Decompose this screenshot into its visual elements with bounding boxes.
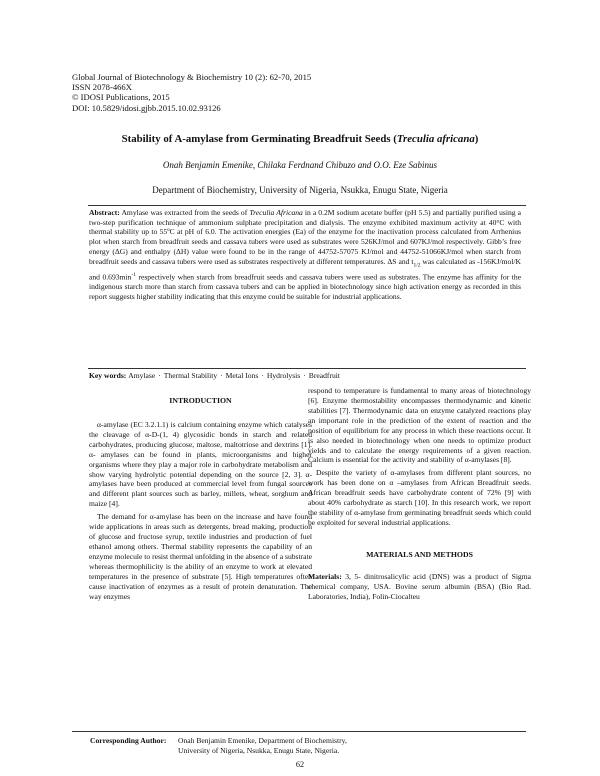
- issn: ISSN 2078-466X: [72, 82, 132, 93]
- keyword: Hydrolysis: [266, 371, 301, 380]
- footnote-label: Corresponding Author:: [90, 736, 167, 745]
- keywords-label: Key words:: [89, 371, 127, 380]
- abstract-label: Abstract:: [89, 208, 120, 217]
- abstract-top-rule: [88, 205, 526, 206]
- right-column: [308, 386, 531, 602]
- abstract-text-3: was calculated as -156KJ/mol/K and 0.693min: [89, 256, 521, 282]
- abstract-bottom-rule: [88, 368, 526, 369]
- keyword-separator: ·: [261, 371, 264, 380]
- footnote-text: [178, 736, 518, 756]
- materials-paragraph: [308, 572, 531, 602]
- left-column: [89, 386, 312, 602]
- journal-citation: Global Journal of Biotechnology & Biochemistry 10 (2): 62-70, 2015: [72, 72, 312, 82]
- page-number: 62: [295, 760, 305, 769]
- materials-label: Materials:: [308, 571, 342, 581]
- journal-header: [72, 72, 532, 113]
- abstract: [89, 208, 521, 302]
- footnote-rule: [72, 731, 526, 732]
- intro-paragraph-3: respond to temperature is fundamental to many areas of biotechnology [6]. Enzyme thermostability encompasses thermodynamic and kinetic stabilities [7]. Thermodynamic data on enzyme catalyzed reactions play an important role in the prediction of the extent of reaction and the position of equilibrium for any process in which these reactions occur. It is also needed in biotechnology when one needs to optimize product yields and to calculate the energy requirements of a given reaction. Calcium is essential for the activity and stability of α-amylases [8].: [308, 386, 531, 465]
- keyword: Amylase: [128, 371, 156, 380]
- keyword-separator: ·: [158, 371, 161, 380]
- keyword: Metal Ions: [225, 371, 259, 380]
- keywords: [89, 371, 521, 381]
- doi: DOI: 10.5829/idosi.gjbb.2015.10.02.93126: [72, 102, 221, 113]
- abstract-subscript: 1/2: [413, 262, 421, 269]
- title-close: ): [474, 133, 479, 145]
- keyword: Thermal Stability: [163, 371, 218, 380]
- copyright-notice: © IDOSI Publications, 2015: [72, 92, 170, 103]
- affiliation: Department of Biochemistry, University of Nigeria, Nsukka, Enugu State, Nigeria: [152, 185, 448, 195]
- footnote-line: University of Nigeria, Nsukka, Enugu State, Nigeria.: [178, 746, 340, 755]
- paper-title: [40, 133, 560, 146]
- methods-heading: MATERIALS AND METHODS: [366, 549, 473, 559]
- keyword: Breadfruit: [308, 371, 340, 380]
- title-main: Stability of A-amylase from Germinating Breadfruit Seeds (: [121, 133, 397, 145]
- title-species: Treculia africana: [396, 133, 475, 145]
- abstract-text-4: respectively when starch from breadfruit seeds and cassava tubers were used as substrates. The enzyme has affinity for the indigenous starch more than starch from cassava tubers and can be applied in biotechnology since high activation energy as recorded in this report suggests higher stability indicating that this enzyme could be suitable for industrial applications.: [89, 272, 521, 301]
- introduction-heading: INTRODUCTION: [169, 396, 232, 405]
- intro-paragraph-1: α-amylase (EC 3.2.1.1) is calcium containing enzyme which catalyses the cleavage of α-D-(1, 4) glycosidic bonds in starch and related carbohydrates, producing glucose, maltose, maltotriose and dextrins [1]. α- amylases can be found in plants, microorganisms and higher organisms where they play a major role in carbohydrate metabolism and show varying hydrolytic potential depending on the source [2, 3]. α-amylases have been produced at commercial level from fungal sources and different plant sources such as barley, millets, wheat, sorghum and maize [4].: [89, 419, 312, 509]
- keyword-separator: ·: [220, 371, 223, 380]
- abstract-text-1: Amylase was extracted from the seeds of: [119, 208, 250, 217]
- intro-paragraph-2: The demand for α-amylase has been on the increase and have found wide applications in areas such as detergents, bread making, production of glucose and fructose syrup, textile industries and production of fuel ethanol among others. Thermal stability represents the capability of an enzyme molecule to resist thermal unfolding in the absence of a substrate whereas thermophilicity is the ability of an enzyme to work at elevated temperatures in the presence of substrate [5]. High temperatures often cause inactivation of enzymes as a result of protein denaturation. The way enzymes: [89, 512, 312, 601]
- materials-text: 3, 5- dinitrosalicylic acid (DNS) was a product of Sigma chemical company, USA. Bovine serum albumin (BSA) (Bio Rad. Laboratories, India), Folin-Ciocalteu: [308, 571, 531, 601]
- abstract-species: Treculia Africana: [249, 208, 303, 217]
- author-list: Onah Benjamin Emenike, Chilaka Ferdnand Chibuzo and O.O. Eze Sabinus: [162, 160, 438, 170]
- abstract-superscript: -1: [131, 271, 136, 278]
- intro-paragraph-4: Despite the variety of α-amylases from different plant sources, no work has been done on α –amylases from African Breadfruit seeds. African breadfruit seeds have carbohydrate content of 72% [9] with about 40% carbohydrate as starch [10]. In this research work, we report the stability of α-amylase from germinating breadfruit seeds which could be exploited for several industrial applications.: [308, 468, 531, 527]
- keyword-separator: ·: [303, 371, 306, 380]
- footnote-line: Onah Benjamin Emenike, Department of Biochemistry,: [178, 736, 347, 745]
- abstract-text-2: in a 0.2M sodium acetate buffer (pH 5.5) and partially purified using a two-step purification technique of ammonium sulphate precipitation and dialysis. The enzyme exhibited maximum activity at 40°C with thermal stability up to 55ºC at pH of 6.0. The activation energies (Ea) of the enzyme for the inactivation process calculated from Arrhenius plot when starch from breadfruit seeds and cassava tubers were used as substrates were 526KJ/mol and 607KJ/mol respectively. Gibb’s free energy (ΔG) and enthalpy (ΔH) value were found to be in the range of 44752-57075 KJ/mol and 44752-51066KJ/mol when starch from breadfruit seeds and cassava tubers were used as substrates respectively at different temperatures. ΔS and t: [89, 208, 521, 266]
